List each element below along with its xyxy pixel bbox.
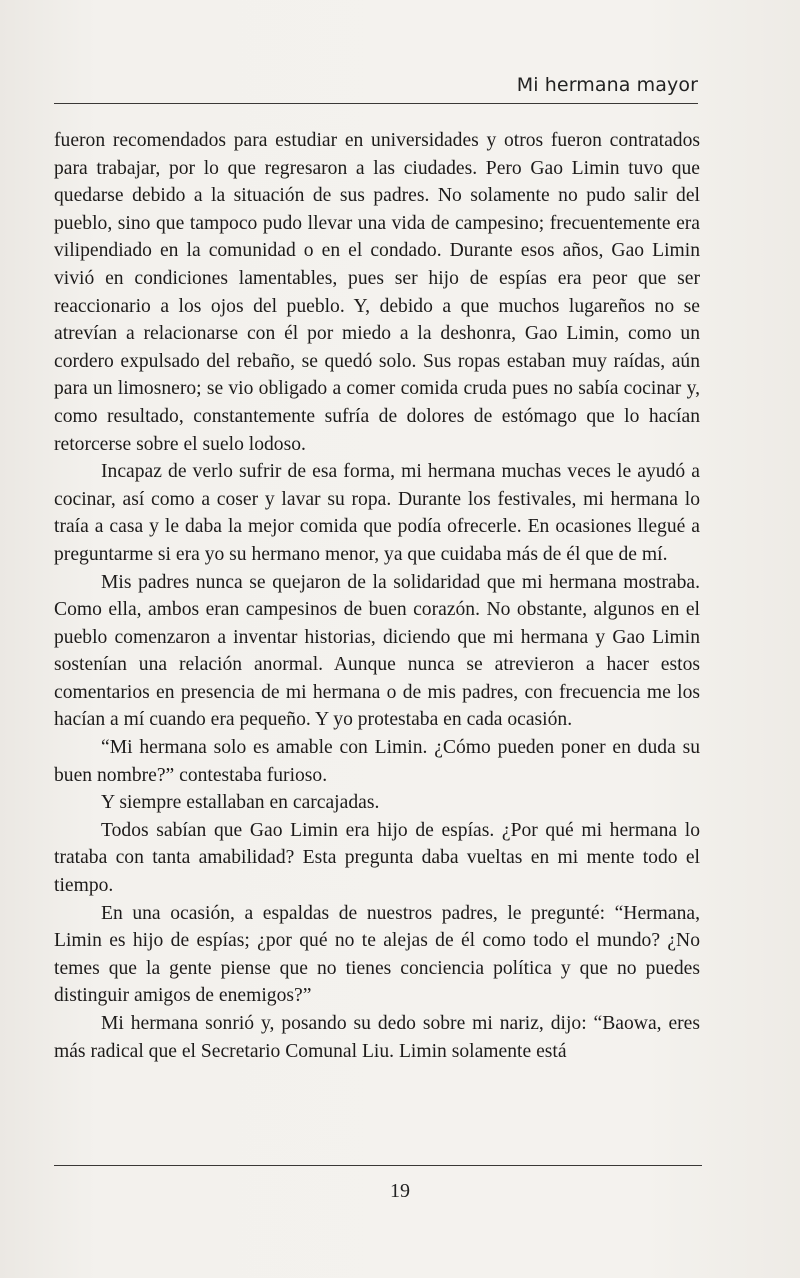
- paragraph-2: Incapaz de verlo sufrir de esa forma, mi hermana muchas veces le ayudó a cocinar, así como a coser y lavar su ropa. Durante los festivales, mi hermana lo traía a casa y le daba la mejor comida que podía ofrecerle. En ocasiones llegué a preguntarme si era yo su hermano menor, ya que cuidaba más de él que de mí.: [54, 461, 700, 565]
- paragraph-8: Mi hermana sonrió y, posando su dedo sobre mi nariz, dijo: “Baowa, eres más radical que el Secretario Comunal Liu. Limin solamente está: [54, 1013, 700, 1062]
- paragraph-7: En una ocasión, a espaldas de nuestros padres, le pregunté: “Hermana, Limin es hijo de espías; ¿por qué no te alejas de él como todo el mundo? ¿No temes que la gente piense que no tienes conciencia política y que no puedes distinguir amigos de enemigos?”: [54, 902, 700, 1007]
- page-number: 19: [390, 1180, 410, 1202]
- running-header: Mi hermana mayor: [516, 74, 698, 96]
- paragraph-1: fueron recomendados para estudiar en universidades y otros fueron contratados para trabajar, por lo que regresaron a las ciudades. Pero Gao Limin tuvo que quedarse debido a la situación de sus padres. No solamente no pudo salir del pueblo, sino que tampoco pudo llevar una vida de campesino; frecuentemente era vilipendiado en la comunidad o en el condado. Durante esos años, Gao Limin vivió en condiciones lamentables, pues ser hijo de espías era peor que ser reaccionario a los ojos del pueblo. Y, debido a que muchos lugareños no se atrevían a relacionarse con él por miedo a la deshonra, Gao Limin, como un cordero expulsado del rebaño, se quedó solo. Sus ropas estaban muy raídas, aún para un limosnero; se vio obligado a comer comida cruda pues no sabía cocinar y, como resultado, constantemente sufría de dolores de estómago que lo hacían retorcerse sobre el suelo lodoso.: [54, 130, 700, 455]
- header-rule: [54, 103, 698, 104]
- paragraph-6: Todos sabían que Gao Limin era hijo de espías. ¿Por qué mi hermana lo trataba con tanta amabilidad? Esta pregunta daba vueltas en mi mente todo el tiempo.: [54, 819, 700, 897]
- paragraph-3: Mis padres nunca se quejaron de la solidaridad que mi hermana mostraba. Como ella, ambos eran campesinos de buen corazón. No obstante, algunos en el pueblo comenzaron a inventar historias, diciendo que mi hermana y Gao Limin sostenían una relación anormal. Aunque nunca se atrevieron a hacer estos comentarios en presencia de mi hermana o de mis padres, con frecuencia me los hacían a mí cuando era pequeño. Y yo protestaba en cada ocasión.: [54, 571, 700, 731]
- body-text: [54, 127, 700, 1065]
- paragraph-5: Y siempre estallaban en carcajadas.: [101, 792, 380, 814]
- paragraph-4: “Mi hermana solo es amable con Limin. ¿Cómo pueden poner en duda su buen nombre?” contestaba furioso.: [54, 737, 700, 786]
- footer-rule: [54, 1165, 702, 1166]
